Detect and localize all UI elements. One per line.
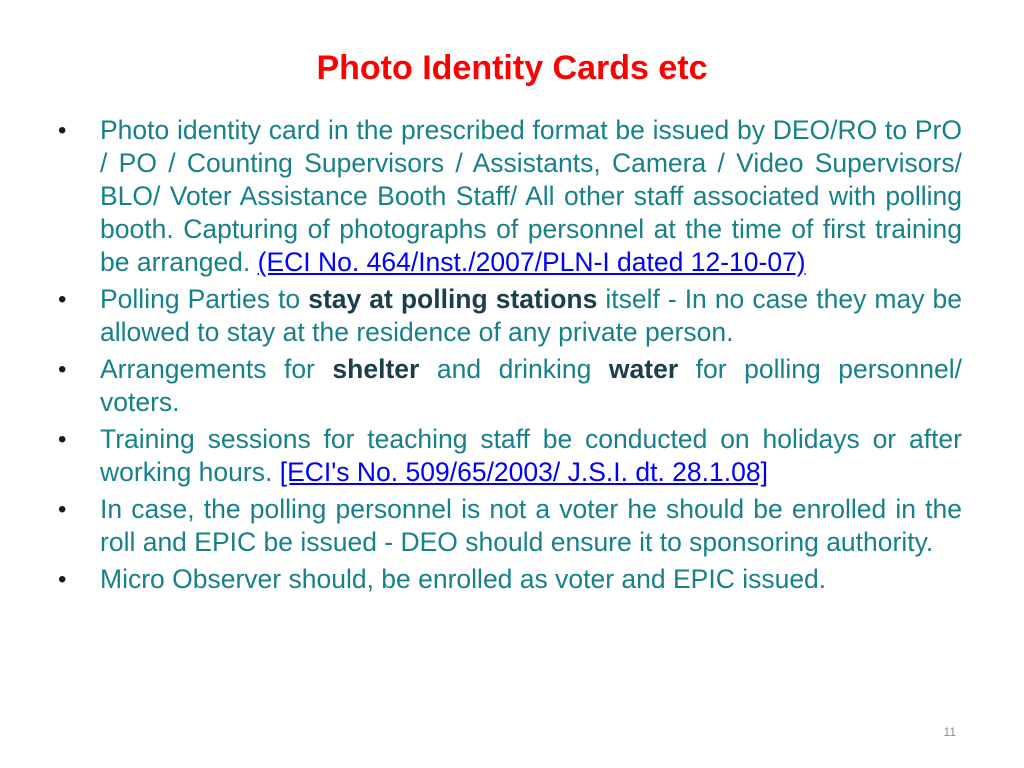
bullet-text: Polling Parties to bbox=[100, 284, 309, 314]
bullet-dot-icon: • bbox=[58, 286, 67, 313]
bullet-dot-icon: • bbox=[58, 566, 67, 593]
bullet-item-arrangements bbox=[58, 353, 962, 419]
bullet-text: Micro Observer should, be enrolled as voter and EPIC issued. bbox=[100, 564, 827, 594]
bullet-dot-icon: • bbox=[58, 426, 67, 453]
slide-number: 11 bbox=[943, 725, 956, 739]
bullet-emphasis: water bbox=[608, 354, 679, 384]
bullet-text: Arrangements for bbox=[100, 354, 333, 384]
bullet-emphasis: stay at polling stations bbox=[308, 284, 598, 314]
bullet-item-micro-observer bbox=[58, 563, 962, 596]
bullet-text: Photo identity card in the prescribed format be issued by DEO/RO to PrO / PO / Counting Supervisors / Assistants, Camera / Video Supervisors/ BLO/ Voter Assistance Booth Staff/ All other staff associated with polling booth. Capturing of photographs of personnel at the time of first training be arranged. bbox=[100, 115, 962, 277]
bullet-text: and drinking bbox=[419, 354, 609, 384]
slide-title: Photo Identity Cards etc bbox=[316, 49, 708, 87]
bullet-text: itself - In no case they may be allowed to stay at the residence of any private person. bbox=[100, 284, 962, 347]
bullet-text: for polling personnel/ voters. bbox=[100, 354, 962, 417]
bullet-emphasis: shelter bbox=[332, 354, 420, 384]
bullet-dot-icon: • bbox=[58, 117, 67, 144]
bullet-item-training-sessions bbox=[58, 423, 962, 489]
bullet-dot-icon: • bbox=[58, 496, 67, 523]
bullet-list bbox=[58, 114, 962, 600]
bullet-item-polling-parties bbox=[58, 283, 962, 349]
bullet-dot-icon: • bbox=[58, 356, 67, 383]
bullet-text: In case, the polling personnel is not a voter he should be enrolled in the roll and EPIC be issued - DEO should ensure it to sponsoring authority. bbox=[100, 494, 962, 557]
bullet-item-photo-identity bbox=[58, 114, 962, 279]
eci-reference-link[interactable]: (ECI No. 464/Inst./2007/PLN-I dated 12-10-07) bbox=[257, 247, 806, 277]
bullet-item-not-a-voter bbox=[58, 493, 962, 559]
bullet-text: Training sessions for teaching staff be conducted on holidays or after working hours. bbox=[100, 424, 962, 487]
eci-reference-link[interactable]: [ECI's No. 509/65/2003/ J.S.I. dt. 28.1.08] bbox=[279, 457, 768, 487]
